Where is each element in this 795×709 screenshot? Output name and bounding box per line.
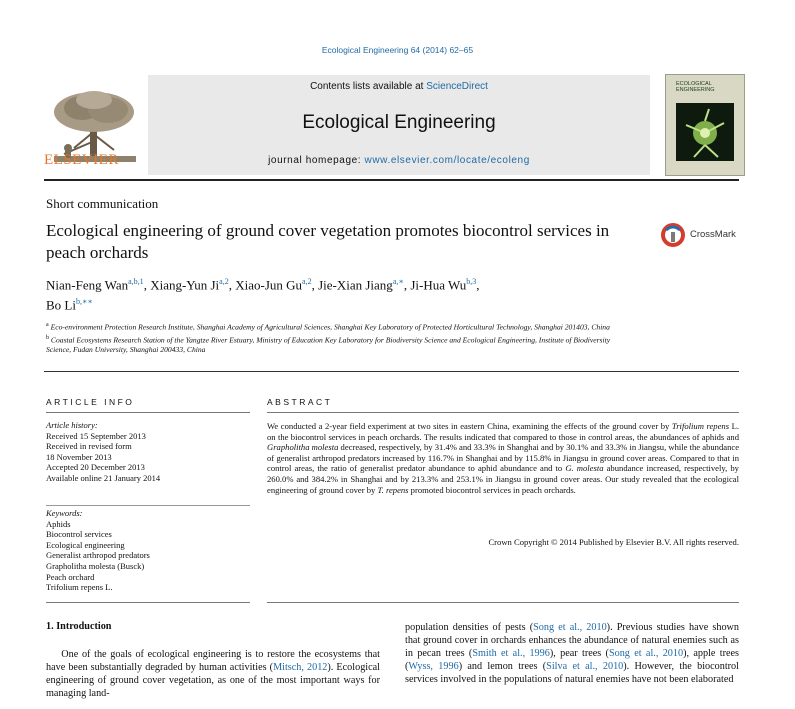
author-affiliation-mark[interactable]: b,3	[466, 277, 477, 286]
author[interactable]: Jie-Xian Jiang	[318, 277, 393, 293]
article-info-heading: ARTICLE INFO	[46, 397, 135, 407]
crossmark-badge[interactable]	[660, 222, 750, 248]
article-info-rule	[46, 412, 250, 413]
author[interactable]: Ji-Hua Wu	[410, 277, 467, 293]
author-affiliation-mark[interactable]: a,∗	[392, 277, 404, 286]
cover-plant-icon	[676, 103, 734, 161]
article-type: Short communication	[46, 196, 159, 211]
author-affiliation-mark[interactable]: a,2	[219, 277, 229, 286]
crossmark-label: CrossMark	[690, 229, 736, 240]
cover-image	[676, 103, 734, 161]
article-history	[46, 420, 160, 484]
contents-line: Contents lists available at ScienceDirect	[310, 81, 488, 92]
intro-text-right: population densities of pests (Song et al., 2010). Previous studies have shown that ground cover in orchards enhances the abundance of natural enemies such as in pecan trees (Smith et al., 1996), pear trees (Song et al., 2010), apple trees (Wyss, 1996) and lemon trees (Silva et al., 2010). However, the biocontrol services involved in the populations of natural enemies have not been elaborated	[405, 622, 740, 685]
history-line: Available online 21 January 2014	[46, 472, 161, 483]
affiliation-item: $^a$ Eco-environment Protection Research Institute, Shanghai Academy of Agricultural Sciences, Shanghai Key Laboratory of Protected Horticultural Technology, Shanghai 201403, China	[46, 322, 610, 332]
journal-cover-thumbnail[interactable]	[665, 74, 745, 176]
history-line: Received 15 September 2013	[46, 430, 146, 441]
citation-link[interactable]: Song et al., 2010	[533, 622, 607, 633]
keywords	[46, 508, 150, 593]
keyword-item: Peach orchard	[46, 571, 95, 582]
citation-link[interactable]: Song et al., 2010	[608, 648, 684, 659]
header-rule	[44, 179, 739, 181]
citation-link[interactable]: Silva et al., 2010	[546, 661, 624, 672]
author-affiliation-mark[interactable]: a,2	[302, 277, 312, 286]
abstract-heading: ABSTRACT	[267, 397, 333, 407]
history-line: Received in revised form	[46, 441, 132, 452]
citation-link[interactable]: Mitsch, 2012	[273, 662, 328, 673]
author[interactable]: Bo Li	[46, 297, 76, 313]
intro-heading: 1. Introduction	[46, 621, 112, 632]
intro-text-left: One of the goals of ecological engineering is to restore the ecosystems that have been substantially degraded by human activities (Mitsch, 2012). Ecological engineering of ground cover vegetation, as one of the most important ways for managing land-	[46, 649, 380, 699]
keyword-item: Biocontrol services	[46, 529, 112, 540]
history-line: 18 November 2013	[46, 451, 112, 462]
copyright-line: Crown Copyright © 2014 Published by Elsevier B.V. All rights reserved.	[488, 537, 739, 547]
keyword-item: Grapholitha molesta (Busck)	[46, 560, 145, 571]
keyword-item: Aphids	[46, 518, 71, 529]
keywords-label: Keywords:	[46, 508, 83, 518]
abstract-rule	[267, 602, 739, 603]
citation-link[interactable]: Smith et al., 1996	[472, 648, 550, 659]
author[interactable]: Nian-Feng Wan	[46, 277, 129, 293]
keyword-item: Generalist arthropod predators	[46, 550, 150, 561]
affiliation-item: $^b$ Coastal Ecosystems Research Station of the Yangtze River Estuary, Ministry of Education Key Laboratory for Biodiversity Science and Ecological Engineering, Institute of Biodiversity Science, Fudan University, Shanghai 200433, China	[46, 334, 611, 355]
homepage-line: journal homepage: www.elsevier.com/locate/ecoleng	[268, 155, 530, 166]
author-affiliation-mark[interactable]: b,∗∗	[75, 297, 93, 307]
crossmark-icon	[660, 222, 686, 248]
homepage-link[interactable]: www.elsevier.com/locate/ecoleng	[364, 155, 530, 166]
journal-reference[interactable]: Ecological Engineering 64 (2014) 62–65	[321, 45, 474, 55]
elsevier-wordmark[interactable]: ELSEVIER	[44, 152, 119, 168]
history-label: Article history:	[46, 420, 98, 430]
affiliations	[46, 320, 636, 355]
keyword-item: Trifolium repens L.	[46, 582, 113, 593]
abstract-rule	[267, 412, 739, 413]
journal-title: Ecological Engineering	[302, 112, 496, 133]
cover-title: ECOLOGICAL ENGINEERING	[676, 81, 715, 93]
author-affiliation-mark[interactable]: a,b,1	[128, 277, 144, 286]
author[interactable]: Xiang-Yun Ji	[150, 277, 220, 293]
history-line: Accepted 20 December 2013	[46, 462, 145, 473]
keyword-item: Ecological engineering	[46, 539, 125, 550]
article-title: Ecological engineering of ground cover vegetation promotes biocontrol services in peach orchards	[46, 221, 610, 262]
author-list: Nian-Feng Wan$^{a,b,1}$, Xiang-Yun Ji$^{a,2}$, Xiao-Jun Gu$^{a,2}$, Jie-Xian Jiang$^{a,∗}$, Ji-Hua Wu$^{b,3}$, Bo $Li^{b,∗∗}$	[46, 277, 480, 313]
section-rule	[44, 371, 739, 372]
citation-link[interactable]: Wyss, 1996	[408, 661, 459, 672]
author[interactable]: Xiao-Jun Gu	[235, 277, 303, 293]
article-info-rule	[46, 505, 250, 506]
sciencedirect-link[interactable]: ScienceDirect	[426, 81, 488, 92]
abstract-text: We conducted a 2-year field experiment at two sites in eastern China, examining the effects of the ground cover by Trifolium repens L. on the biocontrol services in peach orchards. The results indicated that compared to those in control areas, the abundances of aphids and Grapholitha molesta decreased, respectively, by 31.4% and 33.3% in Shanghai and by 30.1% and 33.3% in Jiangsu, while the abundance of generalist arthropod predators increased by 116.7% in Shanghai and by 115.8% in Jiangsu in ground cover areas. Compared to that in control areas, the ratio of generalist predator abundance to aphid abundance and to G. molesta abundance increased, respectively, by 260.0% and 384.2% in Shanghai and by 213.3% and 253.1% in Jiangsu in ground cover areas. Our study revealed that the ecological engineering of ground cover by T. repens promoted biocontrol services in peach orchards.	[267, 421, 740, 495]
article-info-rule	[46, 602, 250, 603]
